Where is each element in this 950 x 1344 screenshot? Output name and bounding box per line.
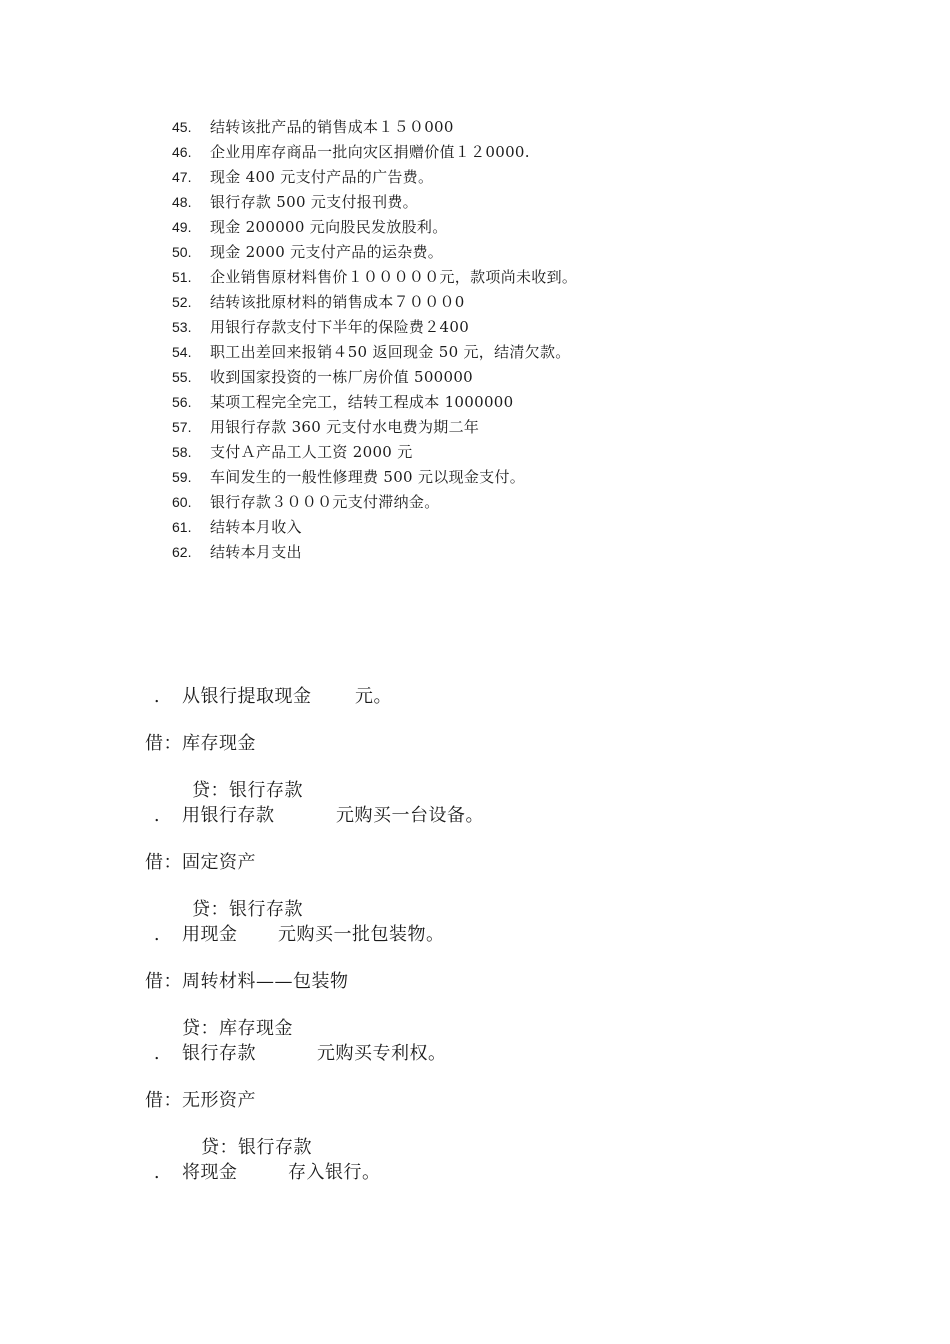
item-text: 结转本月收入 [210,518,302,536]
item-text: 收到国家投资的一栋厂房价值 500000 [210,368,474,386]
item-text: 企业销售原材料售价１０００００元，款项尚未收到。 [210,268,578,286]
item-number: 54. [172,344,192,360]
item-number: 55. [172,369,192,385]
item-number: 48. [172,194,192,210]
item-number: 61. [172,519,192,535]
entry-bullet: . [153,805,161,826]
item-text: 现金 2000 元支付产品的运杂费。 [210,243,444,261]
item-number: 59. [172,469,192,485]
item-text: 现金 200000 元向股民发放股利。 [210,218,448,236]
debit-line: 借：周转材料——包装物 [145,971,349,992]
entry-description-tail: 元。 [355,686,392,707]
item-text: 支付Ａ产品工人工资 2000 元 [210,443,413,461]
item-text: 用银行存款支付下半年的保险费２400 [210,318,470,336]
item-number: 50. [172,244,192,260]
item-number: 56. [172,394,192,410]
item-text: 结转该批原材料的销售成本７０００0 [210,293,465,311]
item-text: 现金 400 元支付产品的广告费。 [210,168,434,186]
item-text: 银行存款３０００元支付滞纳金。 [210,493,440,511]
item-number: 53. [172,319,192,335]
item-number: 49. [172,219,192,235]
item-number: 58. [172,444,192,460]
item-text: 结转该批产品的销售成本１５０000 [210,118,454,136]
debit-line: 借：库存现金 [145,733,256,754]
item-text: 结转本月支出 [210,543,302,561]
credit-line: 贷：库存现金 [182,1018,293,1039]
credit-line: 贷：银行存款 [192,899,303,920]
entry-description: 将现金 [182,1162,238,1183]
item-number: 47. [172,169,192,185]
entry-description: 用现金 [182,924,238,945]
entry-bullet: . [153,1043,161,1064]
debit-line: 借：无形资产 [145,1090,256,1111]
item-text: 企业用库存商品一批向灾区捐赠价值１２0000. [210,143,530,161]
item-text: 车间发生的一般性修理费 500 元以现金支付。 [210,468,526,486]
entry-description: 从银行提取现金 [182,686,312,707]
item-number: 51. [172,269,192,285]
item-text: 职工出差回来报销４50 返回现金 50 元，结清欠款。 [210,343,571,361]
item-text: 用银行存款 360 元支付水电费为期二年 [210,418,480,436]
item-number: 46. [172,144,192,160]
entry-description-tail: 存入银行。 [288,1162,381,1183]
credit-line: 贷：银行存款 [192,780,303,801]
item-text: 银行存款 500 元支付报刊费。 [210,193,418,211]
entry-description-tail: 元购买一台设备。 [336,805,484,826]
item-number: 45. [172,119,192,135]
item-number: 62. [172,544,192,560]
entry-bullet: . [153,1162,161,1183]
entry-description-tail: 元购买一批包装物。 [278,924,445,945]
entry-bullet: . [153,924,161,945]
item-number: 60. [172,494,192,510]
debit-line: 借：固定资产 [145,852,256,873]
entry-description-tail: 元购买专利权。 [317,1043,447,1064]
entry-description: 银行存款 [182,1043,256,1064]
credit-line: 贷：银行存款 [201,1137,312,1158]
item-text: 某项工程完全完工，结转工程成本 1000000 [210,393,514,411]
item-number: 57. [172,419,192,435]
item-number: 52. [172,294,192,310]
entry-description: 用银行存款 [182,805,275,826]
entry-bullet: . [153,686,161,707]
